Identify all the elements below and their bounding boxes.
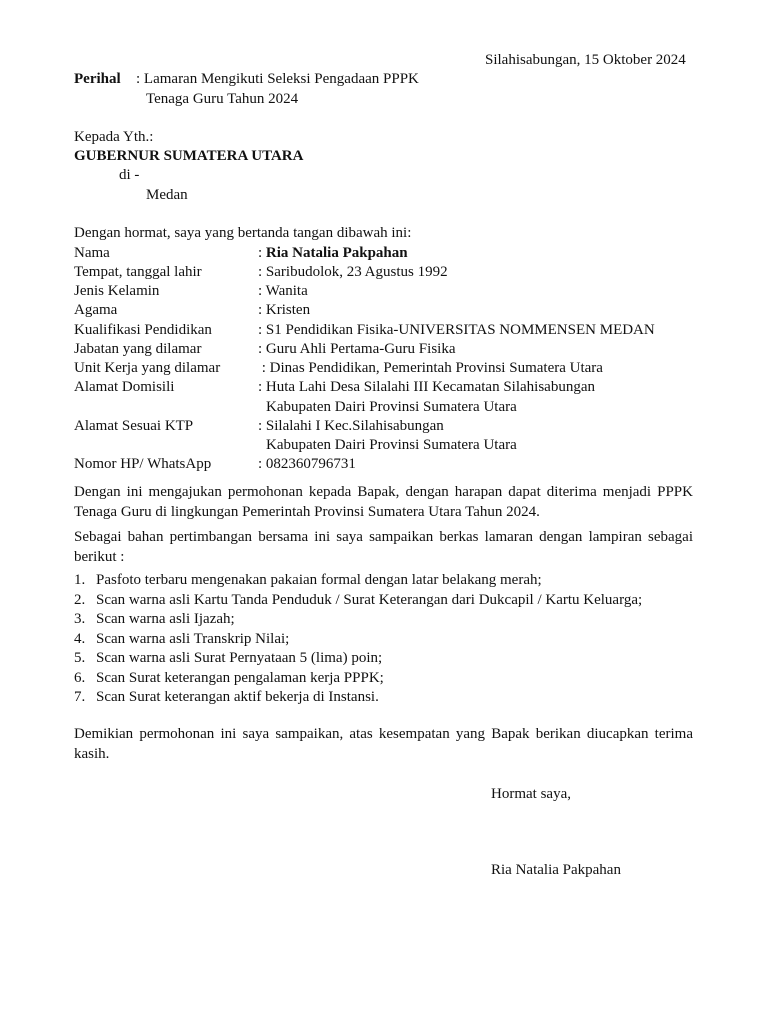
list-number: 5. — [74, 650, 86, 666]
field-label: Unit Kerja yang dilamar — [74, 360, 221, 376]
field-value: : Guru Ahli Pertama-Guru Fisika — [258, 341, 456, 357]
field-value: : Saribudolok, 23 Agustus 1992 — [258, 264, 448, 280]
list-number: 1. — [74, 572, 86, 588]
field-value: : Huta Lahi Desa Silalahi III Kecamatan Silahisabungan — [258, 379, 595, 395]
recipient-greeting: Kepada Yth.: — [74, 129, 154, 145]
list-item — [74, 688, 642, 708]
field-label: Tempat, tanggal lahir — [74, 264, 202, 280]
field-value: : Wanita — [258, 283, 308, 299]
field-value: : Silalahi I Kec.Silahisabungan — [258, 418, 444, 434]
field-label: Jenis Kelamin — [74, 283, 160, 299]
field-label: Alamat Domisili — [74, 379, 175, 395]
attachment-list — [74, 571, 642, 708]
recipient-di: di - — [119, 167, 140, 183]
subject-label: Perihal — [74, 71, 121, 87]
field-value — [258, 244, 408, 263]
field-value-continued: Kabupaten Dairi Provinsi Sumatera Utara — [266, 399, 517, 415]
list-item — [74, 571, 642, 591]
list-text: Scan warna asli Transkrip Nilai; — [96, 630, 290, 647]
list-text: Scan Surat keterangan pengalaman kerja PPPK; — [96, 669, 384, 686]
attachments-intro: Sebagai bahan pertimbangan bersama ini saya sampaikan berkas lamaran dengan lampiran sebagai berikut : — [74, 529, 693, 565]
request-paragraph: Dengan ini mengajukan permohonan kepada Bapak, dengan harapan dapat diterima menjadi PPPK Tenaga Guru di lingkungan Pemerintah Provinsi Sumatera Utara Tahun 2024. — [74, 484, 693, 520]
signature-salutation: Hormat saya, — [491, 786, 571, 802]
list-text: Pasfoto terbaru mengenakan pakaian formal dengan latar belakang merah; — [96, 572, 542, 588]
field-value-continued: Kabupaten Dairi Provinsi Sumatera Utara — [266, 437, 517, 453]
applicant-name: Ria Natalia Pakpahan — [265, 245, 408, 261]
recipient-name: GUBERNUR SUMATERA UTARA — [74, 148, 304, 164]
subject-line-1: : Lamaran Mengikuti Seleksi Pengadaan PPPK — [136, 71, 419, 87]
list-item — [74, 610, 642, 630]
field-label: Nama — [74, 245, 110, 261]
list-item — [74, 591, 642, 611]
list-number: 7. — [74, 689, 86, 705]
field-label: Agama — [74, 302, 118, 318]
list-number: 6. — [74, 669, 86, 686]
subject-line-2: Tenaga Guru Tahun 2024 — [146, 91, 299, 107]
field-label: Kualifikasi Pendidikan — [74, 322, 212, 338]
closing-paragraph: Demikian permohonan ini saya sampaikan, atas kesempatan yang Bapak berikan diucapkan terima kasih. — [74, 726, 693, 762]
field-value: : 082360796731 — [258, 456, 356, 472]
list-text: Scan Surat keterangan aktif bekerja di Instansi. — [96, 689, 379, 705]
list-number: 4. — [74, 630, 86, 647]
list-number: 3. — [74, 611, 86, 627]
list-item — [74, 630, 642, 650]
list-text: Scan warna asli Ijazah; — [96, 611, 235, 627]
intro-text: Dengan hormat, saya yang bertanda tangan dibawah ini: — [74, 225, 412, 241]
field-label: Jabatan yang dilamar — [74, 341, 202, 357]
field-value: : Dinas Pendidikan, Pemerintah Provinsi Sumatera Utara — [258, 360, 603, 376]
list-number: 2. — [74, 591, 86, 608]
signature-name: Ria Natalia Pakpahan — [491, 862, 621, 878]
field-value-colon: : — [258, 245, 266, 261]
list-item — [74, 669, 642, 689]
list-item — [74, 649, 642, 669]
list-text: Scan warna asli Surat Pernyataan 5 (lima) poin; — [96, 650, 383, 666]
place-date: Silahisabungan, 15 Oktober 2024 — [485, 52, 686, 68]
recipient-city: Medan — [146, 187, 188, 203]
field-label: Nomor HP/ WhatsApp — [74, 456, 212, 472]
field-label: Alamat Sesuai KTP — [74, 418, 194, 434]
field-value: : S1 Pendidikan Fisika-UNIVERSITAS NOMMENSEN MEDAN — [258, 322, 655, 338]
list-text: Scan warna asli Kartu Tanda Penduduk / Surat Keterangan dari Dukcapil / Kartu Keluarga; — [96, 591, 643, 608]
field-value: : Kristen — [258, 302, 311, 318]
